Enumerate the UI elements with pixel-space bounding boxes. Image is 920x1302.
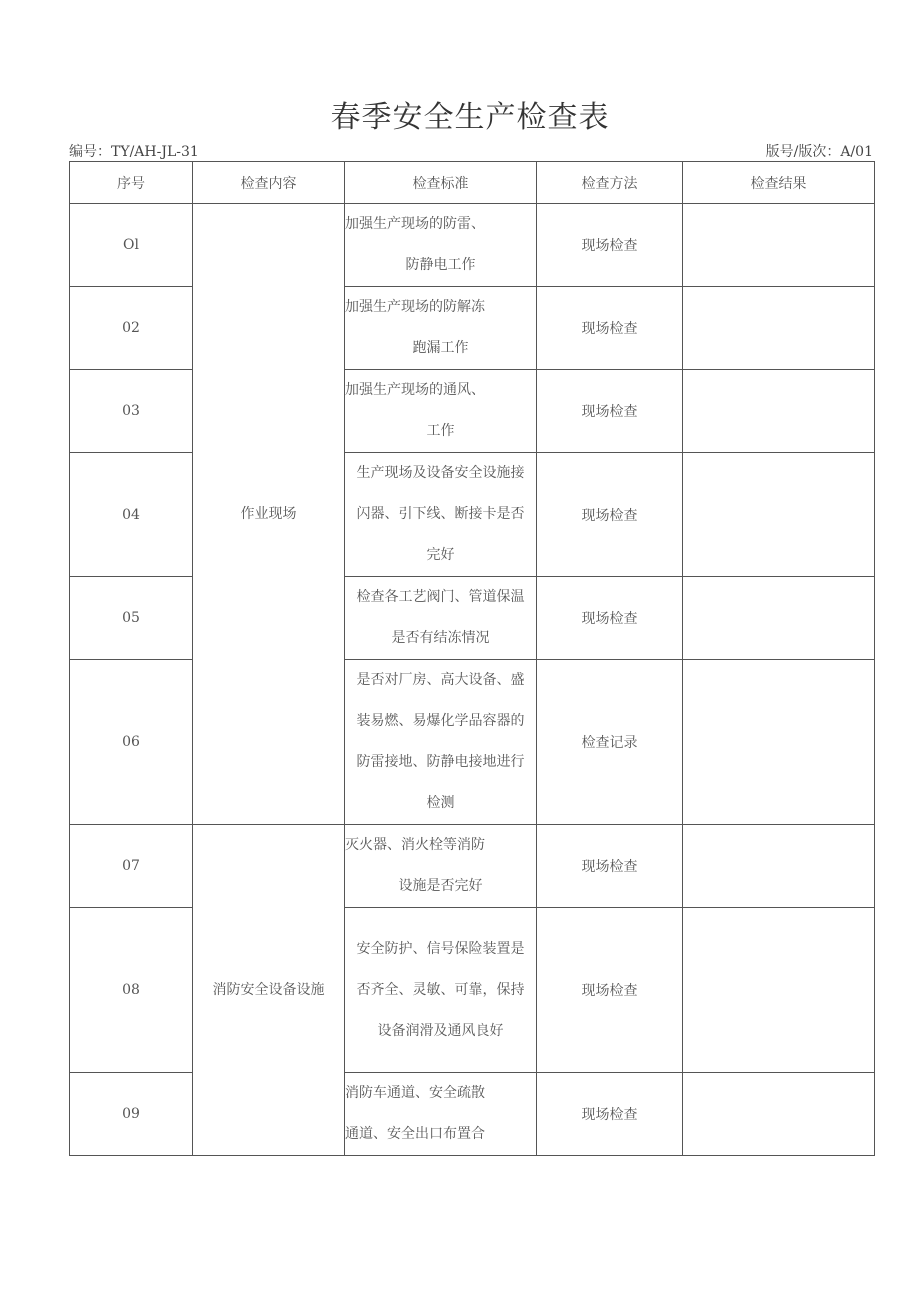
row-serial: 05 (70, 577, 193, 660)
row-result (683, 370, 875, 453)
row-standard: 生产现场及设备安全设施接 闪器、引下线、断接卡是否 完好 (345, 453, 537, 577)
row-method: 检查记录 (537, 660, 683, 825)
row-result (683, 908, 875, 1073)
table-row (70, 577, 875, 660)
row-standard: 消防车通道、安全疏散 通道、安全出口布置合 (345, 1073, 537, 1156)
table-row (70, 1073, 875, 1156)
row-method: 现场检查 (537, 287, 683, 370)
row-standard: 加强生产现场的防解冻 跑漏工作 (345, 287, 537, 370)
row-serial: 02 (70, 287, 193, 370)
row-method: 现场检查 (537, 370, 683, 453)
row-standard: 灭火器、消火栓等消防 设施是否完好 (345, 825, 537, 908)
table-row (70, 453, 875, 577)
group-worksite: 作业现场 (193, 204, 345, 825)
row-serial: 04 (70, 453, 193, 577)
inspection-table (69, 161, 875, 1156)
row-method: 现场检查 (537, 1073, 683, 1156)
row-serial: Ol (70, 204, 193, 287)
row-standard: 加强生产现场的通风、 工作 (345, 370, 537, 453)
row-result (683, 1073, 875, 1156)
row-method: 现场检查 (537, 577, 683, 660)
row-serial: 08 (70, 908, 193, 1073)
table-header-row (70, 162, 875, 204)
row-serial: 09 (70, 1073, 193, 1156)
version-number: 版号/版次：A/01 (765, 144, 873, 160)
table-row (70, 204, 875, 287)
row-standard: 安全防护、信号保险装置是 否齐全、灵敏、可靠，保持 设备润滑及通风良好 (345, 908, 537, 1073)
header-standard: 检查标准 (345, 162, 537, 204)
row-method: 现场检查 (537, 825, 683, 908)
row-result (683, 453, 875, 577)
header-result: 检查结果 (683, 162, 875, 204)
table-row (70, 908, 875, 1073)
row-result (683, 660, 875, 825)
row-serial: 07 (70, 825, 193, 908)
row-serial: 06 (70, 660, 193, 825)
table-row (70, 660, 875, 825)
row-result (683, 204, 875, 287)
table-row (70, 370, 875, 453)
row-result (683, 577, 875, 660)
table-row (70, 825, 875, 908)
row-method: 现场检查 (537, 908, 683, 1073)
row-standard: 加强生产现场的防雷、 防静电工作 (345, 204, 537, 287)
document-title: 春季安全生产检查表 (330, 100, 610, 135)
header-serial: 序号 (70, 162, 193, 204)
document-number: 编号：TY/AH-JL-31 (69, 144, 199, 160)
group-fire-safety: 消防安全设备设施 (193, 825, 345, 1156)
table-row (70, 287, 875, 370)
row-result (683, 825, 875, 908)
row-standard: 是否对厂房、高大设备、盛 装易燃、易爆化学品容器的 防雷接地、防静电接地进行 检测 (345, 660, 537, 825)
row-method: 现场检查 (537, 453, 683, 577)
row-standard: 检查各工艺阀门、管道保温 是否有结冻情况 (345, 577, 537, 660)
header-content: 检查内容 (193, 162, 345, 204)
row-serial: 03 (70, 370, 193, 453)
row-method: 现场检查 (537, 204, 683, 287)
row-result (683, 287, 875, 370)
header-method: 检查方法 (537, 162, 683, 204)
